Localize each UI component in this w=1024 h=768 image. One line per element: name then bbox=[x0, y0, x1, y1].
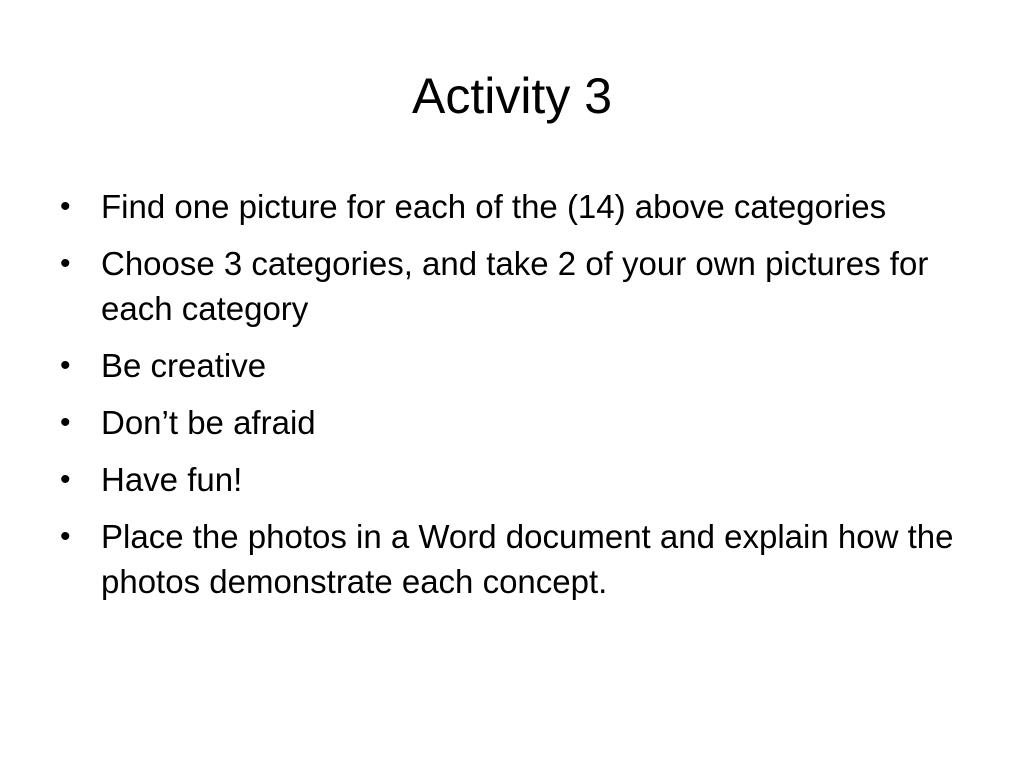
bullet-text: Be creative bbox=[101, 347, 267, 384]
bullet-text: Don’t be afraid bbox=[101, 404, 316, 441]
bullet-item-find-pictures bbox=[58, 184, 988, 229]
bullet-dot-icon: • bbox=[60, 349, 71, 382]
bullet-text: Place the photos in a Word document and explain how the photos demonstrate each concept. bbox=[101, 518, 954, 600]
bullet-text: Choose 3 categories, and take 2 of your own pictures for each category bbox=[101, 245, 929, 327]
bullet-dot-icon: • bbox=[60, 463, 71, 496]
bullet-dot-icon: • bbox=[60, 406, 71, 439]
bullet-dot-icon: • bbox=[60, 247, 71, 280]
bullet-list bbox=[58, 184, 988, 616]
bullet-item-place-photos bbox=[58, 514, 988, 604]
bullet-dot-icon: • bbox=[60, 190, 71, 223]
bullet-text: Have fun! bbox=[101, 461, 243, 498]
bullet-dot-icon: • bbox=[60, 520, 71, 553]
slide-title: Activity 3 bbox=[411, 68, 613, 124]
bullet-item-have-fun bbox=[58, 457, 988, 502]
bullet-item-dont-be-afraid bbox=[58, 400, 988, 445]
bullet-text: Find one picture for each of the (14) above categories bbox=[101, 188, 887, 225]
bullet-item-choose-categories bbox=[58, 241, 988, 331]
bullet-item-be-creative bbox=[58, 343, 988, 388]
